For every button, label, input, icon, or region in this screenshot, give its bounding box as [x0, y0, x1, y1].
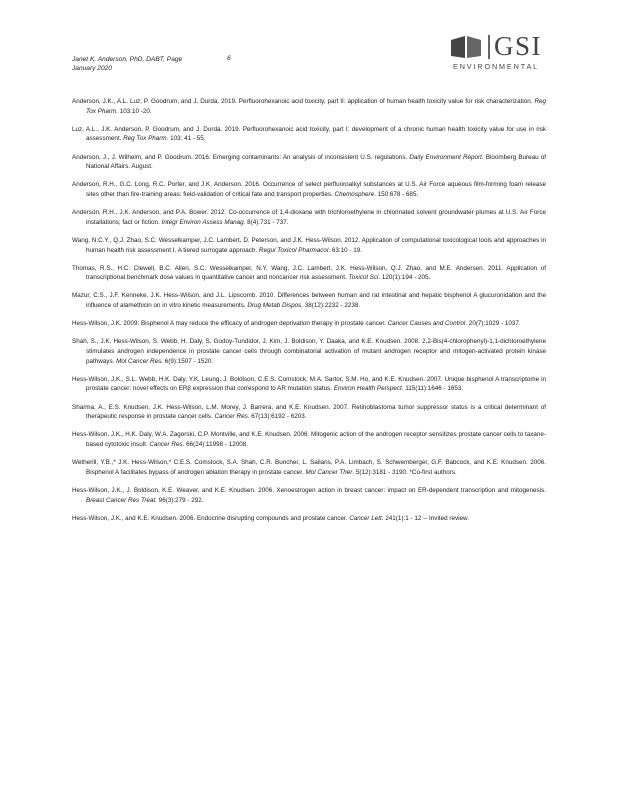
reference-entry [72, 180, 546, 199]
reference-journal: Regul Toxicol Pharmacol [258, 246, 329, 254]
reference-citation: . 63:10 - 19. [328, 246, 362, 254]
reference-entry [72, 514, 546, 524]
reference-entry [72, 291, 546, 310]
reference-entry [72, 337, 546, 366]
reference-citation: . Bloomberg Bureau of National Affairs. August. [86, 153, 547, 171]
reference-entry [72, 430, 546, 449]
header-author-date [72, 55, 182, 73]
reference-entry [72, 236, 546, 255]
reference-journal: Mol Cancer Res. [116, 357, 164, 365]
logo-divider [488, 35, 490, 59]
reference-citation: . 5(12):3181 - 3190. *Co-first authors. [352, 468, 457, 476]
reference-entry [72, 97, 546, 116]
date-line: January 2020 [72, 65, 112, 72]
reference-citation: 103:10 -20. [117, 107, 152, 115]
reference-entry [72, 375, 546, 394]
reference-journal: Integr Environ Assess Manag. [161, 218, 246, 226]
reference-text: Hess-Wilson, J.K., H.K. Daly, W.A. Zagorski, C.P. Montville, and K.E. Knudsen. 2006. Mitogenic action of the androgen receptor sensitizes prostate cancer cells to taxane-based cytotoxic insult. [72, 431, 546, 448]
reference-text: Anderson, R.H., G.C. Long, R.C. Porter, and J.K. Anderson. 2016. Occurrence of select perfluoroalkyl substances at U.S. Air Force aqueous film-forming foam release sites other than fire-training areas: field-validation of critical fate and transport properties. [72, 181, 546, 198]
reference-citation: . 67(13):6192 - 6203. [247, 413, 307, 421]
reference-citation: 96(3):279 - 292. [156, 496, 204, 504]
reference-journal: Cancer Res [214, 413, 248, 421]
reference-journal: Reg Tox Pharm. [86, 98, 546, 115]
reference-text: Shah, S., J.K. Hess-Wilson, S. Webb, H. Daly, S. Godoy-Tundidor, J. Kim, J. Boldison, Y. Daaka, and K.E. Knudsen. 2008. 2,2-Bis(4-chlorophenyl)-1,1-dichloroethylene stimulates androgen independence in prostate cancer cells through combinatorial activation of mutant androgen receptor and mitogen-activated protein kinase pathways. [72, 338, 546, 365]
reference-citation: . 66(24):11998 - 12008. [182, 440, 248, 448]
gsi-logo [450, 32, 556, 74]
reference-citation: 8(4):731 - 737. [245, 218, 289, 226]
reference-entry [72, 125, 546, 144]
reference-citation: . 20(7):1029 - 1037. [465, 320, 521, 328]
reference-journal: Daily Environment Report [409, 153, 482, 161]
reference-text: Anderson, J.K., A.L. Luz, P. Goodrum, and J. Durda. 2019. Perfluorohexanoic acid toxicity, part II: application of human health toxicity value for risk characterization. [72, 98, 533, 105]
reference-text: Hess-Wilson, J.K. 2009. Bisphenol A may reduce the efficacy of androgen deprivation therapy in prostate cancer. [72, 320, 386, 328]
reference-text: Hess-Wilson, J.K., J. Boldison, K.E. Weaver, and K.E. Knudsen. 2006. Xenoestrogen action in breast cancer: impact on ER-dependent transcription and mitogenesis. [72, 486, 546, 494]
reference-journal: Environ Health Perspect. [333, 385, 404, 393]
reference-entry [72, 319, 546, 329]
reference-text: Wang, N.C.Y., Q.J. Zhao, S.C. Wesselkamper, J.C. Lambert, D. Peterson, and J.K. Hess-Wilson. 2012. Application of computational toxicological tools and approaches in human health risk assessment I. A tiered surrogate approach. [72, 236, 546, 254]
logo-name: GSI [494, 31, 543, 61]
reference-citation: . 120(1):194 - 205. [378, 274, 431, 282]
reference-entry [72, 264, 546, 283]
reference-entry [72, 486, 546, 505]
reference-text: Mazur, C.S., J.F. Kenneke, J.K. Hess-Wilson, and J.L. Lipscomb. 2010. Differences between human and rat intestinal and hepatic bisphenol A glucuronidation and the influence of alamethicin on in vitro kinetic measurements. [72, 292, 546, 310]
reference-journal: Reg Tox Pharm. [123, 135, 169, 143]
reference-journal: Breast Cancer Res Treat. [86, 496, 157, 504]
reference-journal: Cancer Causes and Control [387, 320, 466, 328]
reference-journal: Cancer Res [149, 440, 183, 448]
reference-journal: Chemosphere [334, 190, 375, 198]
reference-citation: 6(9):1507 - 1520. [163, 357, 214, 365]
reference-text: Hess-Wilson, J.K., and K.E. Knudsen. 2006. Endocrine disrupting compounds and prostate cancer. [72, 514, 348, 522]
page-number: 6 [227, 55, 231, 62]
reference-citation: . 38(12):2232 - 2238. [301, 302, 361, 310]
reference-journal: Toxicol Sci [348, 274, 379, 282]
reference-citation: 115(11):1646 - 1653. [403, 385, 464, 393]
reference-text: Anderson, J., J. Wilhelm, and P. Goodrum. 2016. Emerging contaminants: An analysis of inconsistent U.S. regulations. [72, 153, 408, 161]
reference-text: Wetherill, Y.B.,* J.K. Hess-Wilson,* C.E.S. Comstock, S.A. Shah, C.R. Buncher, L. Sallans, P.A. Limbach, S. Schwemberger, G.F. Babcock, and K.E. Knudsen. 2006. Bisphenol A facilitates bypass of androgen ablation therapy in prostate cancer. [72, 459, 546, 476]
reference-journal: Cancer Lett [349, 514, 382, 522]
reference-entry [72, 153, 546, 172]
reference-citation: . 150:678 - 685. [374, 190, 419, 198]
reference-text: Luz, A.L., J.K. Anderson, P. Goodrum, and J. Durda. 2019. Perfluorohexanoic acid toxicity, part I: development of a chronic human health toxicity value for use in risk assessment. [72, 125, 546, 143]
reference-journal: Mol Cancer Ther [305, 468, 353, 476]
reference-journal: Drug Metab Dispos [247, 302, 302, 310]
reference-entry [72, 403, 546, 422]
author-line: Janet K. Anderson, PhD, DABT, Page [72, 56, 183, 63]
logo-subtitle: ENVIRONMENTAL [453, 62, 540, 71]
reference-text: Anderson, R.H., J.K. Anderson, and P.A. Bower. 2012. Co-occurrence of 1,4-dioxane with trichloroethylene in chlorinated solvent groundwater plumes at U.S. Air Force installations; fact or fiction. [72, 209, 546, 226]
reference-entry [72, 458, 546, 477]
reference-citation: 103: 41 - 55. [168, 135, 206, 143]
reference-text: Hess-Wilson, J.K., S.L. Webb, H.K. Daly, Y.K. Leung, J. Boldison, C.E.S. Comstock, M.A. Sartor, S.M. Ho, and K.E. Knudsen. 2007. Unique bisphenol A transcriptome in prostate cancer: novel effects on ERβ expression that correspond to AR mutation status. [72, 375, 546, 393]
reference-entry [72, 208, 546, 227]
reference-list [72, 97, 546, 532]
book-logo-icon [450, 34, 484, 60]
reference-text: Sharma, A., E.S. Knudsen, J.K. Hess-Wilson, L.M. Morey, J. Barrera, and K.E. Knudsen. 2007. Retinoblastoma tumor suppressor status is a critical determinant of therapeutic response in prostate cancer cells. [72, 403, 546, 421]
reference-citation: . 241(1):1 - 12 -- Invited review. [381, 514, 469, 522]
reference-text: Thomas, R.S., H.C. Clewell, B.C. Allen, S.C. Wesselkamper, N.Y. Wang, J.C. Lambert, J.K. Hess-Wilson, Q.J. Zhao, and M.E. Andersen. 2011. Application of transcriptional benchmark dose values in quantitative cancer and noncancer risk assessment. [72, 264, 546, 282]
